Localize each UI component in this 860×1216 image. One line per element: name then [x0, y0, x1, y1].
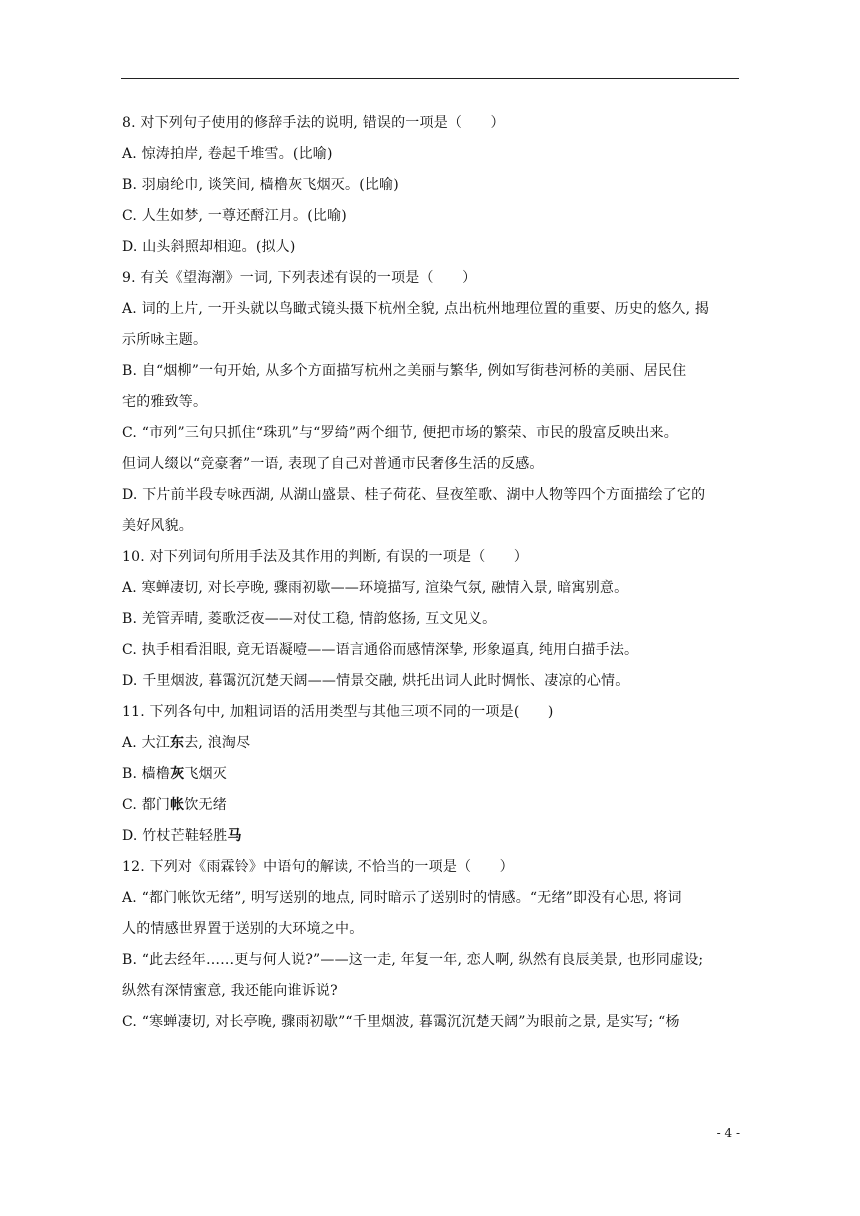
option-line: D. 山头斜照却相迎。(拟人) [122, 239, 296, 255]
question-stem: 8. 对下列句子使用的修辞手法的说明, 错误的一项是（ ） [122, 115, 505, 131]
option-line: A. 寒蝉凄切, 对长亭晚, 骤雨初歇——环境描写, 渲染气氛, 融情入景, 暗寓别意。 [122, 580, 629, 596]
option-line: 宅的雅致等。 [122, 394, 208, 410]
bold-word: 灰 [170, 766, 185, 782]
page-number: - 4 - [716, 1126, 740, 1140]
bold-word: 帐 [170, 797, 185, 813]
option-line: C. 执手相看泪眼, 竟无语凝噎——语言通俗而感情深挚, 形象逼真, 纯用白描手法。 [122, 642, 639, 658]
question-11 [122, 697, 738, 852]
header-rule [121, 78, 739, 79]
bold-word: 马 [227, 828, 242, 844]
option-c: C. 都门帐饮无绪 [122, 797, 227, 813]
option-line: A. 惊涛拍岸, 卷起千堆雪。(比喻) [122, 146, 333, 162]
question-group [122, 108, 738, 697]
question-9 [122, 263, 738, 542]
option-line: B. 自“烟柳”一句开始, 从多个方面描写杭州之美丽与繁华, 例如写街巷河桥的美丽、居民住 [122, 363, 687, 379]
question-8 [122, 108, 738, 263]
option-line: 但词人缀以“竞豪奢”一语, 表现了自己对普通市民奢侈生活的反感。 [122, 456, 544, 472]
option-a-line-2: 人的情感世界置于送别的大环境之中。 [122, 921, 364, 937]
question-stem: 10. 对下列词句所用手法及其作用的判断, 有误的一项是（ ） [122, 549, 529, 565]
option-line: B. 羽扇纶巾, 谈笑间, 樯橹灰飞烟灭。(比喻) [122, 177, 399, 193]
option-line: 美好风貌。 [122, 518, 193, 534]
option-line: 示所咏主题。 [122, 332, 208, 348]
option-b: B. 樯橹灰飞烟灭 [122, 766, 228, 782]
option-line: B. 羌管弄晴, 菱歌泛夜——对仗工稳, 情韵悠扬, 互文见义。 [122, 611, 497, 627]
question-stem: 9. 有关《望海潮》一词, 下列表述有误的一项是（ ） [122, 270, 477, 286]
option-line: C. 人生如梦, 一尊还酹江月。(比喻) [122, 208, 347, 224]
exam-content [122, 108, 738, 1038]
question-stem: 11. 下列各句中, 加粗词语的活用类型与其他三项不同的一项是( ) [122, 704, 554, 720]
option-d: D. 竹杖芒鞋轻胜马 [122, 828, 242, 844]
question-stem: 12. 下列对《雨霖铃》中语句的解读, 不恰当的一项是（ ） [122, 859, 514, 875]
bold-word: 东 [170, 735, 185, 751]
option-line: A. 词的上片, 一开头就以鸟瞰式镜头摄下杭州全貌, 点出杭州地理位置的重要、历史的悠久, 揭 [122, 301, 710, 317]
option-line: D. 千里烟波, 暮霭沉沉楚天阔——情景交融, 烘托出词人此时惆怅、凄凉的心情。 [122, 673, 630, 689]
question-10 [122, 542, 738, 697]
option-line: D. 下片前半段专咏西湖, 从湖山盛景、桂子荷花、昼夜笙歌、湖中人物等四个方面描绘了它的 [122, 487, 706, 503]
option-a: A. 大江东去, 浪淘尽 [122, 735, 251, 751]
option-b-line-2: 纵然有深情蜜意, 我还能向谁诉说? [122, 983, 338, 999]
option-c-line-1: C. “寒蝉凄切, 对长亭晚, 骤雨初歇”“千里烟波, 暮霭沉沉楚天阔”为眼前之景, 是实写; “杨 [122, 1014, 680, 1030]
question-12 [122, 852, 738, 1038]
option-line: C. “市列”三句只抓住“珠玑”与“罗绮”两个细节, 便把市场的繁荣、市民的殷富反映出来。 [122, 425, 678, 441]
option-a-line-1: A. “都门帐饮无绪”, 明写送别的地点, 同时暗示了送别时的情感。“无绪”即没有心思, 将词 [122, 890, 682, 906]
option-b-line-1: B. “此去经年……更与何人说?”——这一走, 年复一年, 恋人啊, 纵然有良辰美景, 也形同虚设; [122, 952, 704, 968]
